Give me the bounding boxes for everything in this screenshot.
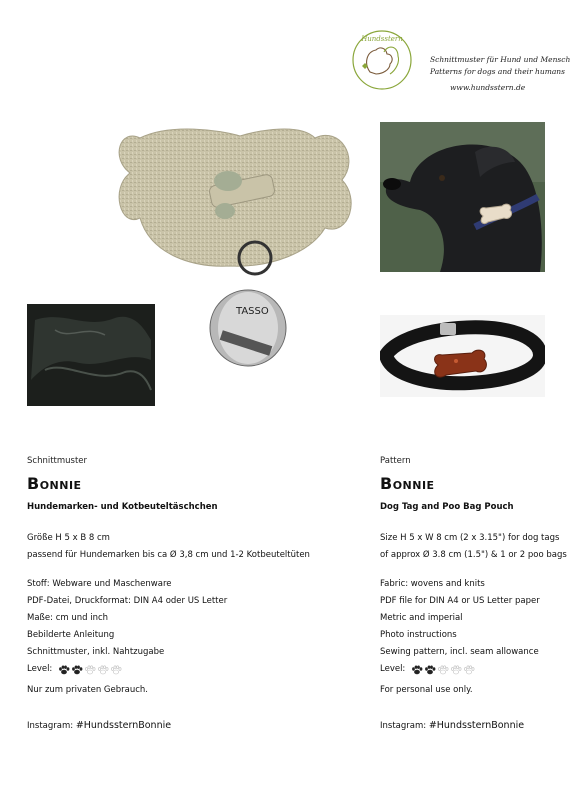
size-line: Größe H 5 x B 8 cm bbox=[27, 533, 110, 543]
spec-item: PDF file for DIN A4 or US Letter paper bbox=[380, 596, 540, 606]
collar-photo bbox=[380, 315, 545, 397]
pattern-kicker: Pattern bbox=[380, 456, 411, 466]
spec-item: Bebilderte Anleitung bbox=[27, 630, 115, 640]
size-line: Size H 5 x W 8 cm (2 x 3.15") for dog tags bbox=[380, 533, 560, 543]
spec-item: PDF-Datei, Druckformat: DIN A4 oder US Letter bbox=[27, 596, 228, 606]
paw-filled-icon bbox=[71, 665, 83, 675]
paw-filled-icon bbox=[411, 665, 423, 675]
pattern-subtitle: Hundemarken- und Kotbeuteltäschchen bbox=[27, 502, 218, 512]
logo-tagline bbox=[430, 54, 570, 94]
hundsstern-logo bbox=[350, 28, 414, 92]
pattern-title: Bonnie bbox=[380, 474, 435, 493]
usage-note: For personal use only. bbox=[380, 685, 473, 695]
svg-text:Hundsstern: Hundsstern bbox=[361, 35, 403, 43]
english-description bbox=[380, 456, 570, 699]
spec-item: Metric and imperial bbox=[380, 613, 463, 623]
spec-item: Stoff: Webware und Maschenware bbox=[27, 579, 172, 589]
paw-empty-icon bbox=[437, 665, 449, 675]
poo-bags-photo bbox=[25, 300, 160, 410]
paw-rating bbox=[411, 665, 475, 675]
spec-item: Maße: cm und inch bbox=[27, 613, 109, 623]
level-label: Level: bbox=[27, 664, 53, 674]
tagline-english: Patterns for dogs and their humans bbox=[430, 67, 565, 76]
instagram-hashtag-en: Instagram: #HundssternBonnie bbox=[380, 720, 525, 731]
paw-empty-icon bbox=[110, 665, 122, 675]
paw-empty-icon bbox=[463, 665, 475, 675]
german-description bbox=[27, 456, 310, 699]
tag-engraving: TASSO bbox=[236, 306, 269, 317]
pattern-kicker: Schnittmuster bbox=[27, 456, 88, 466]
difficulty-level bbox=[380, 661, 570, 678]
website-url: www.hundsstern.de bbox=[450, 83, 526, 92]
level-label: Level: bbox=[380, 664, 406, 674]
size-line: passend für Hundemarken bis ca Ø 3,8 cm und 1-2 Kotbeuteltüten bbox=[27, 550, 310, 560]
spec-item: Schnittmuster, inkl. Nahtzugabe bbox=[27, 647, 165, 657]
paw-empty-icon bbox=[84, 665, 96, 675]
spec-item: Sewing pattern, incl. seam allowance bbox=[380, 647, 539, 657]
pattern-title: Bonnie bbox=[27, 474, 82, 493]
paw-empty-icon bbox=[450, 665, 462, 675]
spec-item: Fabric: wovens and knits bbox=[380, 579, 485, 589]
paw-empty-icon bbox=[97, 665, 109, 675]
tagline-german: Schnittmuster für Hund und Mensch bbox=[430, 55, 570, 64]
paw-rating bbox=[58, 665, 122, 675]
paw-filled-icon bbox=[424, 665, 436, 675]
size-line: of approx Ø 3.8 cm (1.5") & 1 or 2 poo bags bbox=[380, 550, 567, 560]
instagram-hashtag-de: Instagram: #HundssternBonnie bbox=[27, 720, 172, 731]
difficulty-level bbox=[27, 661, 277, 678]
usage-note: Nur zum privaten Gebrauch. bbox=[27, 685, 148, 695]
pattern-subtitle: Dog Tag and Poo Bag Pouch bbox=[380, 502, 514, 512]
dog-photo bbox=[380, 122, 545, 272]
spec-item: Photo instructions bbox=[380, 630, 457, 640]
paw-filled-icon bbox=[58, 665, 70, 675]
